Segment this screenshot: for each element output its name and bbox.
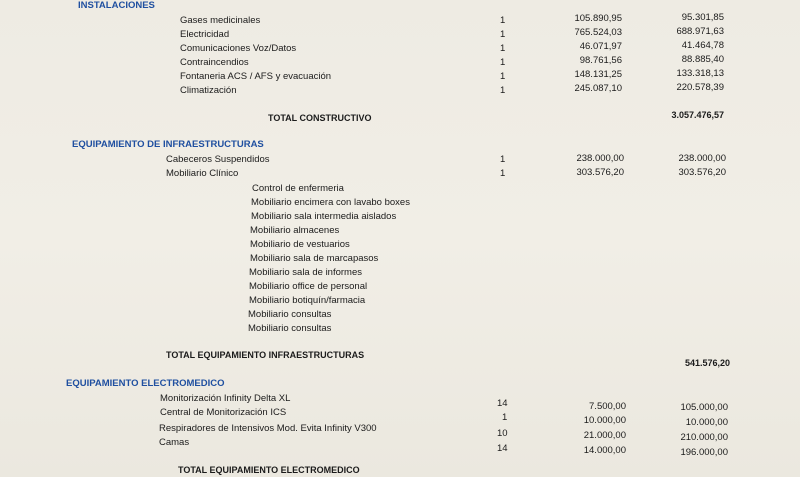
subitem: Mobiliario de vestuarios <box>250 239 350 250</box>
subitem: Mobiliario sala de marcapasos <box>250 253 379 264</box>
row-qty: 10 <box>497 428 508 439</box>
row-qty: 1 <box>500 71 506 82</box>
row-total: 688.971,63 <box>676 26 724 37</box>
row-qty: 1 <box>500 29 506 40</box>
row-price: 14.000,00 <box>583 445 626 456</box>
row-label: Monitorización Infinity Delta XL <box>160 393 291 404</box>
total-infraestructuras-value: 541.576,20 <box>684 358 730 368</box>
row-price: 245.087,10 <box>574 83 622 94</box>
row-label: Fontaneria ACS / AFS y evacuación <box>180 71 332 82</box>
subitem: Mobiliario consultas <box>248 323 332 334</box>
row-qty: 14 <box>497 443 508 454</box>
row-total: 10.000,00 <box>685 417 728 428</box>
row-total: 303.576,20 <box>678 167 726 178</box>
subitem: Mobiliario botiquín/farmacia <box>249 295 366 306</box>
row-label: Mobiliario Clínico <box>166 168 239 179</box>
row-qty: 1 <box>500 85 506 96</box>
row-total: 133.318,13 <box>676 68 724 79</box>
row-total: 88.885,40 <box>681 54 724 65</box>
section-heading-instalaciones: INSTALACIONES <box>78 0 155 11</box>
row-price: 46.071,97 <box>579 41 622 52</box>
subitem: Mobiliario office de personal <box>249 281 368 292</box>
row-total: 41.464,78 <box>681 40 724 51</box>
subitem: Mobiliario encimera con lavabo boxes <box>251 197 410 208</box>
row-qty: 1 <box>500 154 506 165</box>
row-label: Climatización <box>180 85 237 96</box>
row-qty: 1 <box>500 57 506 68</box>
total-infraestructuras-label: TOTAL EQUIPAMIENTO INFRAESTRUCTURAS <box>166 350 365 360</box>
row-total: 220.578,39 <box>676 82 724 93</box>
total-constructivo-value: 3.057.476,57 <box>671 110 724 120</box>
row-total: 210.000,00 <box>680 432 728 443</box>
row-qty: 1 <box>502 412 508 423</box>
subitem: Mobiliario sala de informes <box>249 267 362 278</box>
row-price: 765.524,03 <box>574 27 622 38</box>
row-price: 303.576,20 <box>576 167 624 178</box>
total-electromedico-label: TOTAL EQUIPAMIENTO ELECTROMEDICO <box>178 465 360 475</box>
row-qty: 1 <box>500 15 506 26</box>
row-qty: 1 <box>500 168 506 179</box>
subitem: Mobiliario sala intermedia aislados <box>251 211 397 222</box>
section-heading-infraestructuras: EQUIPAMIENTO DE INFRAESTRUCTURAS <box>72 139 264 150</box>
section-heading-electromedico: EQUIPAMIENTO ELECTROMEDICO <box>66 378 225 389</box>
row-price: 238.000,00 <box>576 153 624 164</box>
row-label: Contraincendios <box>180 57 249 68</box>
row-total: 196.000,00 <box>680 447 728 458</box>
subitem: Mobiliario almacenes <box>250 225 340 236</box>
row-total: 95.301,85 <box>681 12 724 23</box>
row-label: Camas <box>159 437 190 448</box>
row-label: Electricidad <box>180 29 230 40</box>
row-price: 21.000,00 <box>583 430 626 441</box>
row-label: Cabeceros Suspendidos <box>166 154 270 165</box>
row-price: 10.000,00 <box>583 415 626 426</box>
row-total: 238.000,00 <box>678 153 726 164</box>
row-qty: 1 <box>500 43 506 54</box>
row-price: 148.131,25 <box>574 69 622 80</box>
row-total: 105.000,00 <box>680 402 728 413</box>
row-label: Central de Monitorización ICS <box>160 407 287 418</box>
row-qty: 14 <box>497 398 508 409</box>
row-price: 7.500,00 <box>589 401 626 412</box>
subitem: Control de enfermeria <box>252 183 344 194</box>
row-label: Gases medicinales <box>180 15 261 26</box>
subitem: Mobiliario consultas <box>248 309 332 320</box>
row-label: Comunicaciones Voz/Datos <box>180 43 297 54</box>
row-price: 105.890,95 <box>574 13 622 24</box>
row-label: Respiradores de Intensivos Mod. Evita Infinity V300 <box>159 423 377 434</box>
row-price: 98.761,56 <box>579 55 622 66</box>
total-constructivo-label: TOTAL CONSTRUCTIVO <box>268 113 372 123</box>
